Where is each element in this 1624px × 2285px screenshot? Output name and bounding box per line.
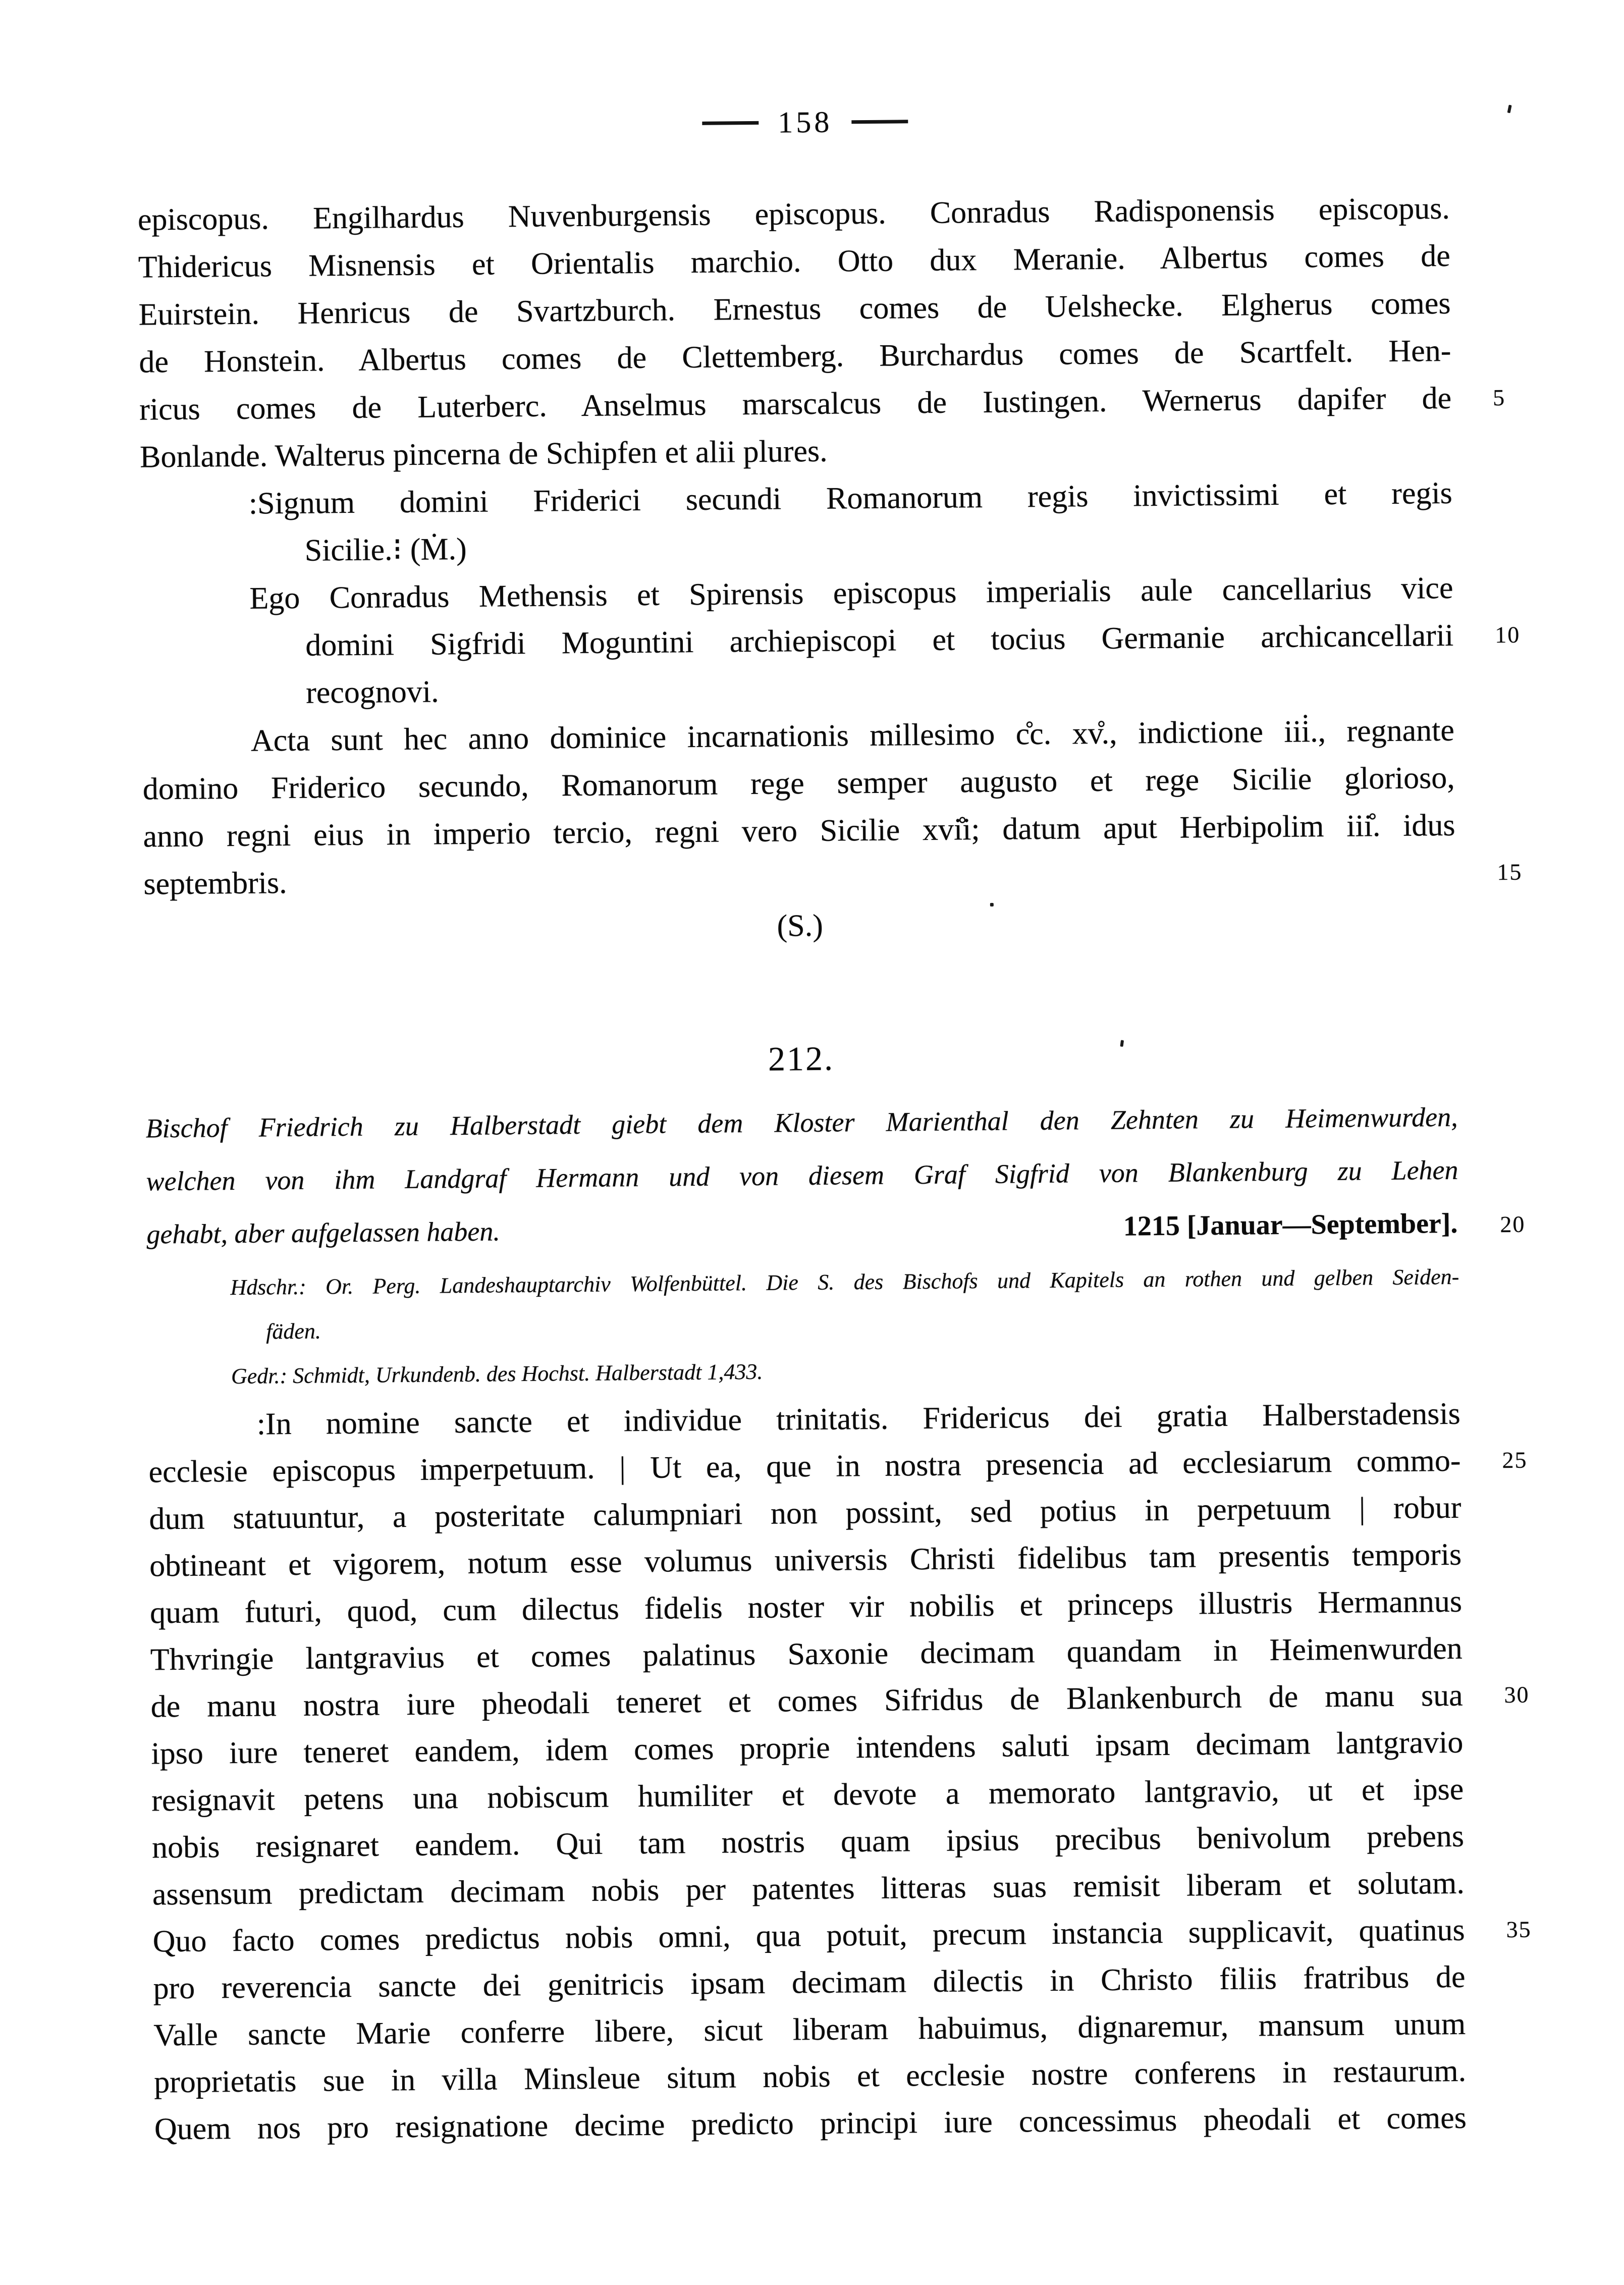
line-text: episcopus. Engilhardus Nuvenburgensis episcopus. Conradus Radisponensis episcopus. xyxy=(137,191,1450,237)
line-text: :Signum domini Friderici secundi Romanorum regis invictissimi et regis xyxy=(248,475,1453,521)
text-line xyxy=(146,1207,1526,1273)
line-text: domino Friderico secundo, Romanorum rege semper augusto et rege Sicilie glorioso, xyxy=(142,760,1455,807)
line-text: septembris. xyxy=(143,866,287,901)
margin-line-number: 15 xyxy=(1497,859,1523,885)
line-text: Euirstein. Henricus de Svartzburch. Ernestus comes de Uelshecke. Elgherus comes xyxy=(138,286,1451,332)
line-text: Thvringie lantgravius et comes palatinus Saxonie decimam quandam in Heimenwurden xyxy=(150,1631,1463,1677)
line-text: quam futuri, quod, cum dilectus fidelis noster vir nobilis et princeps illustris Hermannus xyxy=(149,1584,1463,1630)
line-text: obtineant et vigorem, notum esse volumus universis Christi fidelibus tam presentis temporis xyxy=(149,1537,1462,1583)
line-text: welchen von ihm Landgraf Hermann und von diesem Graf Sigfrid von Blankenburg zu Lehen xyxy=(146,1154,1458,1197)
line-text: de manu nostra iure pheodali teneret et comes Sifridus de Blankenburch de manu sua xyxy=(150,1678,1463,1724)
entry-date: 1215 [Januar—September]. xyxy=(1123,1207,1458,1242)
line-text: ipso iure teneret eandem, idem comes proprie intendens saluti ipsam decimam lantgravio xyxy=(151,1725,1464,1771)
entry-number: 212. xyxy=(768,1039,835,1078)
line-text: assensum predictam decimam nobis per patentes litteras suas remisit liberam et solutam. xyxy=(152,1866,1465,1912)
line-text: Valle sancte Marie conferre libere, sicut liberam habuimus, dignaremur, mansum unum xyxy=(153,2006,1466,2053)
line-text: Gedr.: Schmidt, Urkundenb. des Hochst. Halberstadt 1,433. xyxy=(231,1359,763,1389)
line-text: pro reverencia sancte dei genitricis ipsam decimam dilectis in Christo filiis fratribus de xyxy=(153,1959,1466,2006)
line-text: anno regni eius in imperio tercio, regni vero Sicilie xvi̊i; datum aput Herbipolim iii̊. idus xyxy=(143,808,1455,854)
line-text: Bonlande. Walterus pincerna de Schipfen et alii plures. xyxy=(139,434,828,474)
line-text: proprietatis sue in villa Minsleue situm nobis et ecclesie nostre conferens in restaurum. xyxy=(153,2053,1467,2100)
line-text: Quem nos pro resignatione decime predicto principi iure concessimus pheodali et comes xyxy=(154,2100,1467,2147)
line-text: Thidericus Misnensis et Orientalis marchio. Otto dux Meranie. Albertus comes de xyxy=(138,238,1450,285)
margin-line-number: 5 xyxy=(1492,384,1506,411)
line-text: recognovi. xyxy=(305,674,439,710)
line-text: ecclesie episcopus imperpetuum. | Ut ea, que in nostra presencia ad ecclesiarum commo- xyxy=(148,1443,1461,1490)
line-text: de Honstein. Albertus comes de Clettemberg. Burchardus comes de Scartfelt. Hen- xyxy=(139,333,1451,380)
header-rule-left xyxy=(702,121,759,125)
page-header xyxy=(0,100,1617,144)
entry-212-summary xyxy=(145,1101,1526,1273)
line-text: Acta sunt hec anno dominice incarnationis millesimo c̊c. xv̊., indictione iii̇., regnante xyxy=(250,713,1455,758)
entry-212-source-notes xyxy=(230,1265,1460,1409)
line-text: :In nomine sancte et individue trinitatis. Fridericus dei gratia Halberstadensis xyxy=(256,1396,1460,1442)
text-line xyxy=(154,2102,1467,2160)
line-text: domini Sigfridi Moguntini archiepiscopi et tocius Germanie archicancellarii xyxy=(305,618,1454,663)
line-text: ricus comes de Luterberc. Anselmus marscalcus de Iustingen. Wernerus dapifer de xyxy=(139,381,1452,427)
margin-line-number: 10 xyxy=(1495,621,1521,648)
line-text: Sicilie.⁝ (Ṁ.) xyxy=(304,532,467,568)
entry-212-heading xyxy=(145,1033,1457,1085)
scan-speck xyxy=(990,903,994,907)
header-rule-right xyxy=(851,120,908,124)
page-number: 158 xyxy=(778,105,833,139)
line-text: dum statuuntur, a posteritate calumpniari non possint, sed potius in perpetuum | robur xyxy=(149,1490,1461,1536)
entry-211-continuation-text xyxy=(137,191,1523,963)
margin-line-number: 25 xyxy=(1502,1447,1528,1473)
line-text: Bischof Friedrich zu Halberstadt giebt dem Kloster Marienthal den Zehnten zu Heimenwurden, xyxy=(145,1101,1458,1144)
margin-line-number: 35 xyxy=(1506,1916,1532,1943)
margin-line-number: 20 xyxy=(1500,1211,1526,1238)
line-text: (S.) xyxy=(777,908,824,943)
line-text: nobis resignaret eandem. Qui tam nostris quam ipsius precibus benivolum prebens xyxy=(151,1819,1465,1865)
entry-212-body-text xyxy=(148,1396,1532,2160)
line-text: Hdschr.: Or. Perg. Landeshauptarchiv Wolfenbüttel. Die S. des Bischofs und Kapitels an rothen und gelben Seiden- xyxy=(230,1264,1459,1300)
line-text: gehabt, aber aufgelassen haben. xyxy=(146,1216,501,1250)
line-text: Ego Conradus Methensis et Spirensis episcopus imperialis aule cancellarius vice xyxy=(249,570,1453,616)
margin-line-number: 30 xyxy=(1504,1681,1530,1708)
line-text: resignavit petens una nobiscum humiliter et devote a memorato lantgravio, ut et ipse xyxy=(151,1772,1464,1818)
line-text: fäden. xyxy=(265,1318,321,1344)
line-text: Quo facto comes predictus nobis omni, qua potuit, precum instancia supplicavit, quatinus xyxy=(152,1912,1465,1959)
